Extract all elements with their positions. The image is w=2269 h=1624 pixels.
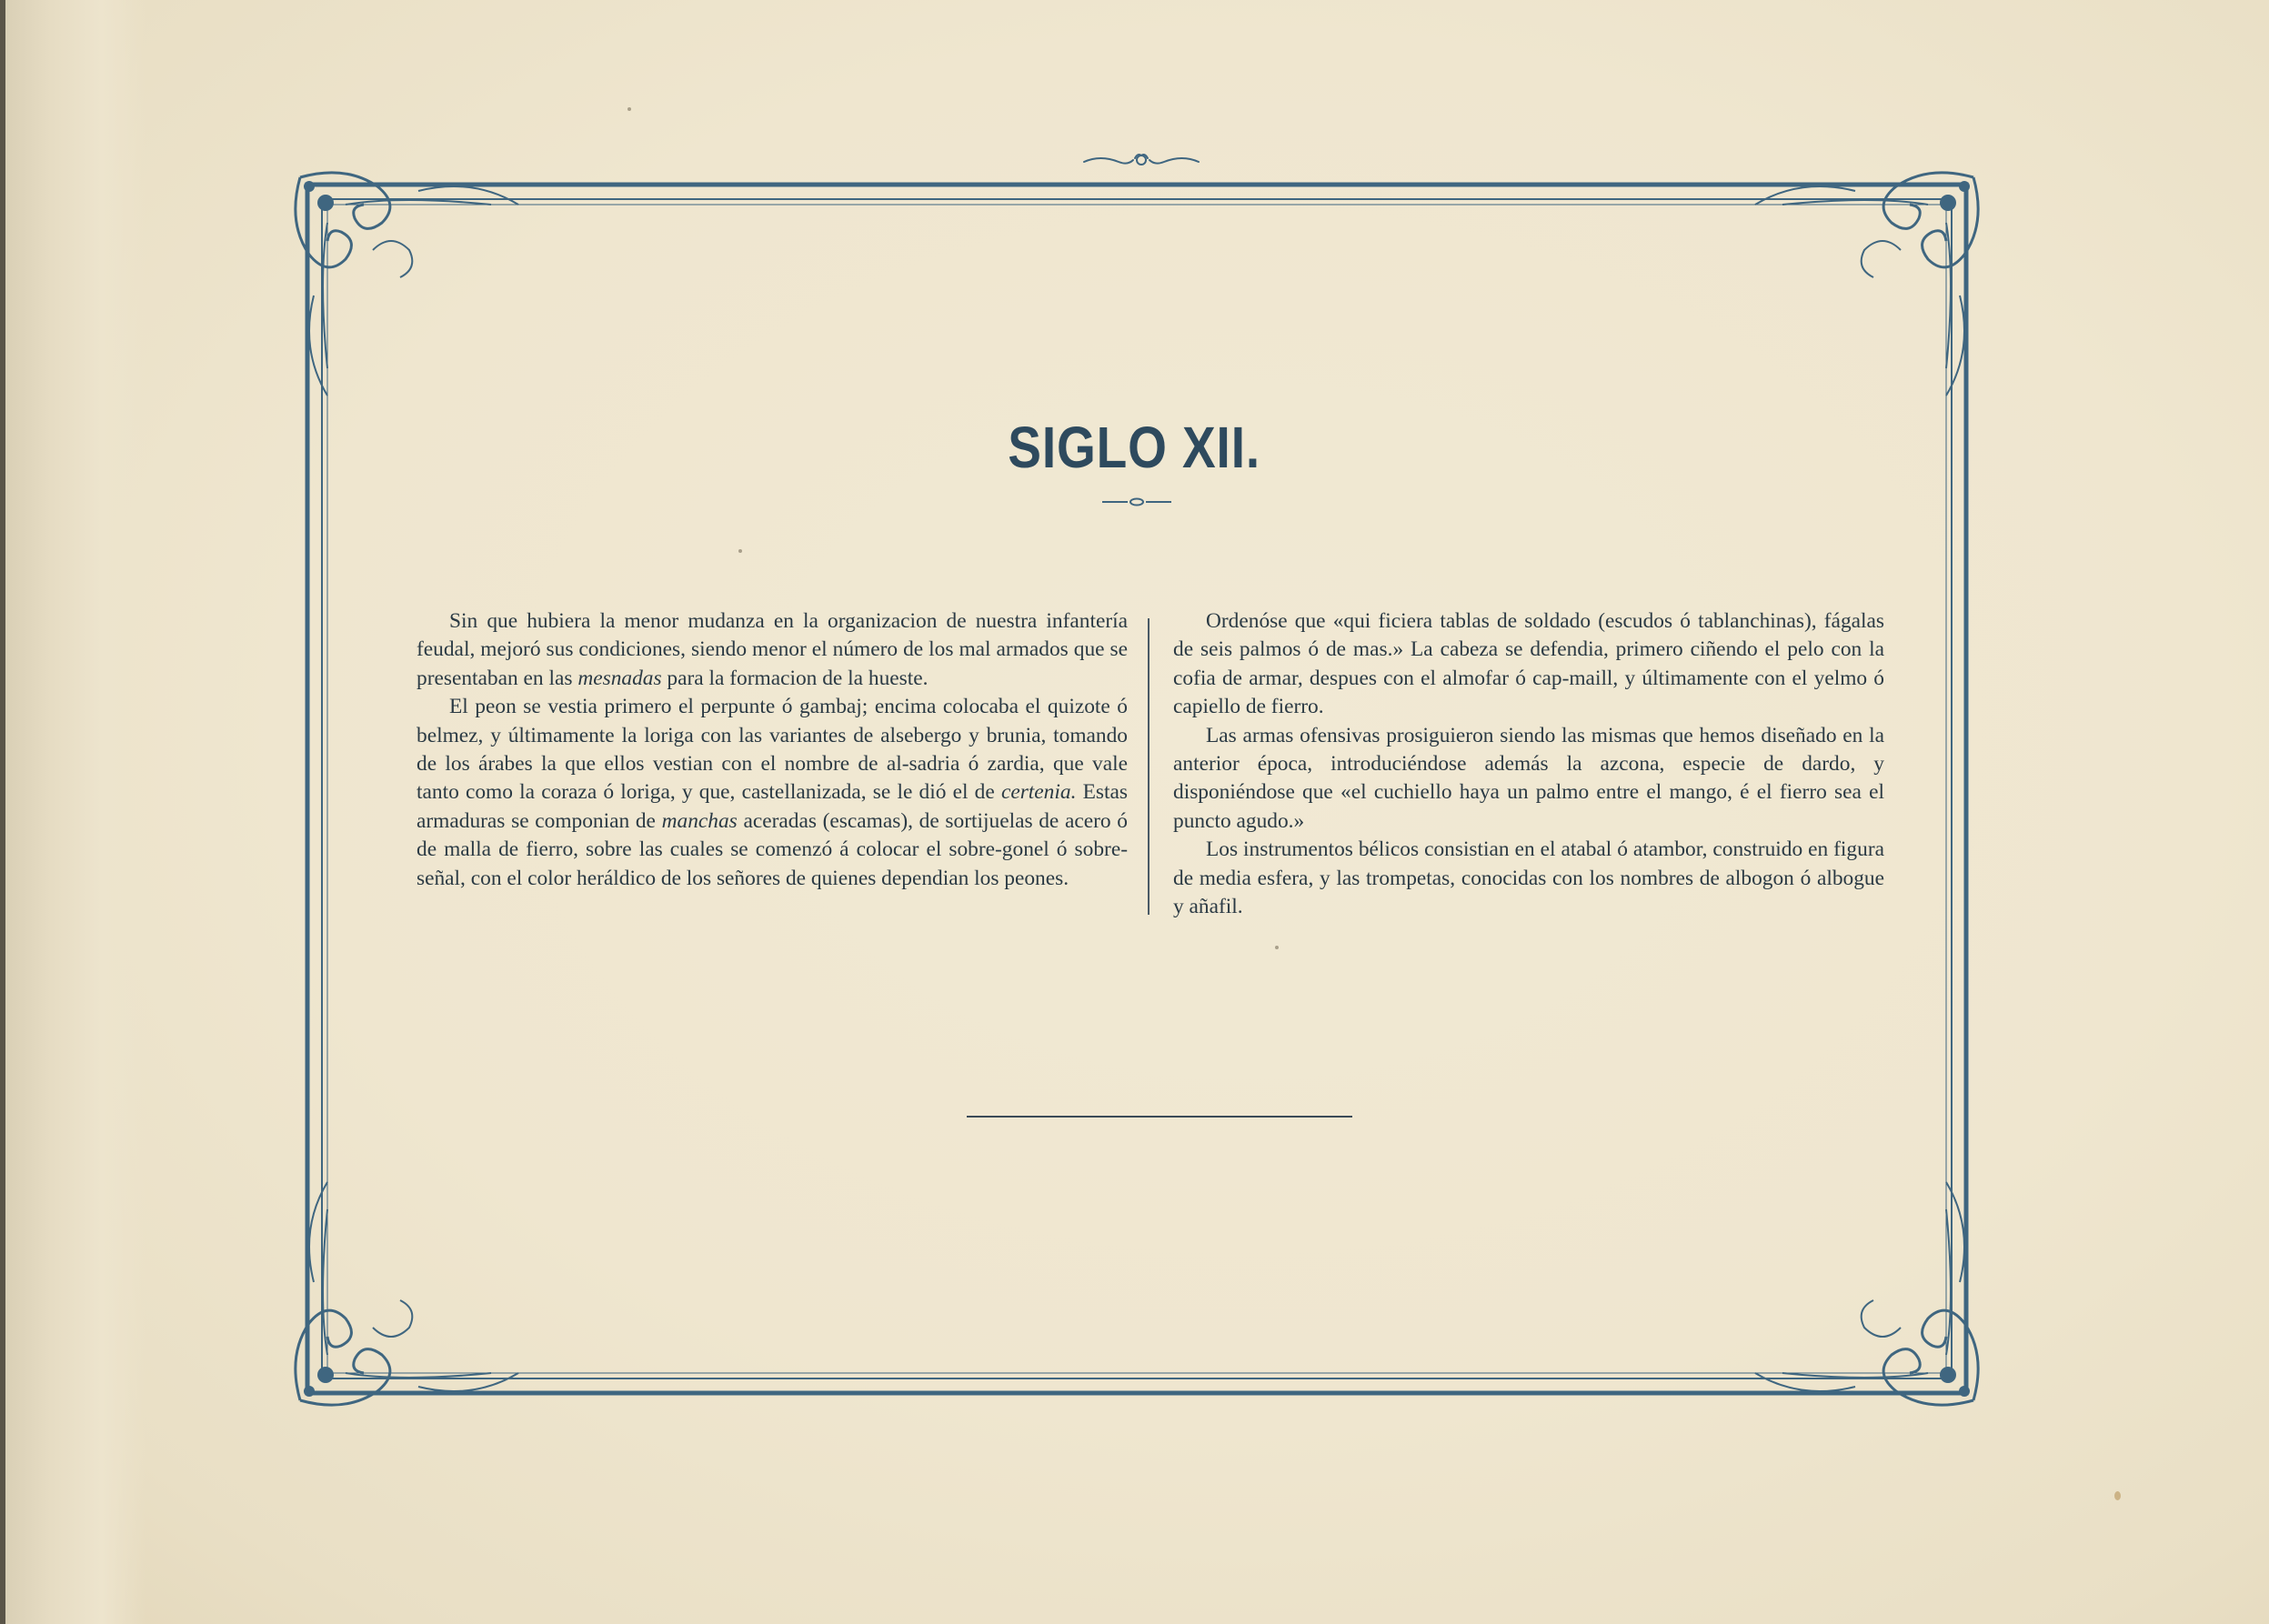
end-rule bbox=[967, 1116, 1352, 1118]
paper-speck bbox=[2114, 1491, 2121, 1500]
page-edge bbox=[0, 0, 5, 1624]
scroll-corner-icon bbox=[296, 1182, 518, 1405]
paragraph: Las armas ofensivas prosiguieron siendo las mismas que hemos diseñado en la anterior época, introduciéndose además la azcona, especie de dardo, y disponiéndose que «el cuchiello haya un palmo entre el mango, é el fierro sea el puncto agudo.» bbox=[1173, 723, 1884, 833]
page-title: SIGLO XII. bbox=[1008, 415, 1261, 480]
paragraph: El peon se vestia primero el perpunte ó gambaj; encima colocaba el quizote ó belmez, y últimamente la loriga con las variantes de alsebergo y brunia, tomando de los árabes la que ellos vestian con el nombre de al-sadria ó zardia, que vale tanto como la coraza ó loriga, y que, castellanizada, se le dió el de certenia. Estas armaduras se componian de manchas aceradas (escamas), de sortijuelas de acero ó de malla de fierro, sobre las cuales se comenzó á colocar el sobre-gonel ó sobre-señal, con el color heráldico de los señores de quienes dependian los peones. bbox=[417, 695, 1128, 890]
paragraph: Los instrumentos bélicos consistian en el atabal ó atambor, construido en figura de media esfera, y las trompetas, conocidas con los nombres de albogon ó albogue y añafil. bbox=[1173, 837, 1884, 919]
text-column-left bbox=[417, 607, 1128, 893]
paper-speck bbox=[738, 549, 742, 553]
paragraph: Ordenóse que «qui ficiera tablas de soldado (escudos ó tablanchinas), fágalas de seis palmos ó de mas.» La cabeza se defendia, primero ciñendo el pelo con la cofia de armar, despues con el almofar ó cap-maill, y últimamente con el yelmo ó capiello de fierro. bbox=[1173, 609, 1884, 719]
paper-speck bbox=[1275, 946, 1279, 949]
floral-scroll-icon bbox=[1082, 151, 1200, 169]
column-divider bbox=[1148, 618, 1150, 915]
scroll-corner-icon bbox=[1755, 173, 1978, 396]
binding-gutter bbox=[0, 0, 146, 1624]
dash-ornament-icon bbox=[1100, 496, 1173, 507]
scroll-corner-icon bbox=[1755, 1182, 1978, 1405]
scroll-corner-icon bbox=[296, 173, 518, 396]
paragraph: Sin que hubiera la menor mudanza en la organizacion de nuestra infantería feudal, mejoró sus condiciones, siendo menor el número de los mal armados que se presentaban en las mesnadas para la formacion de la hueste. bbox=[417, 609, 1128, 690]
paper-speck bbox=[627, 107, 631, 111]
text-column-right bbox=[1173, 607, 1884, 921]
